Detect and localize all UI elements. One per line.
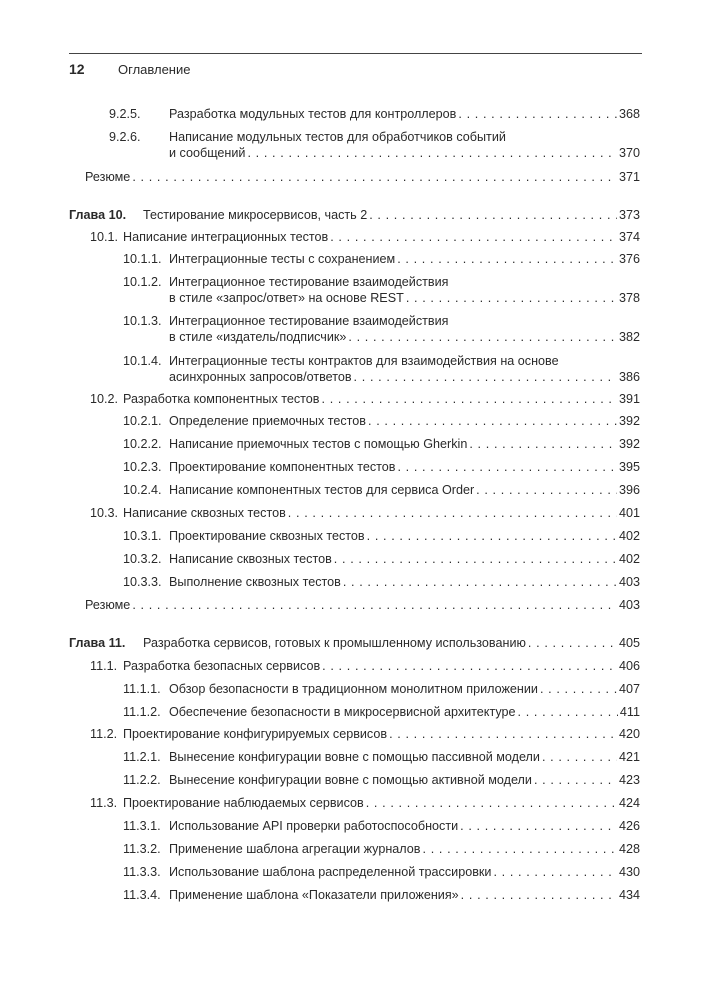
entry-number: 10.1.4. bbox=[123, 354, 162, 368]
entry-number: 9.2.6. bbox=[109, 130, 141, 144]
toc-entry bbox=[123, 818, 640, 834]
toc-entry bbox=[90, 726, 640, 742]
entry-title: Определение приемочных тестов bbox=[169, 414, 366, 428]
dot-leader bbox=[518, 704, 618, 720]
toc-entry bbox=[123, 313, 640, 345]
entry-number: 11.3.1. bbox=[123, 819, 161, 833]
dot-leader bbox=[288, 505, 617, 521]
entry-page-number: 424 bbox=[618, 796, 640, 810]
toc-entry bbox=[123, 772, 640, 788]
toc-entry bbox=[123, 887, 640, 903]
entry-number: 10.2.3. bbox=[123, 460, 162, 474]
entry-number: 10.3. bbox=[90, 506, 119, 520]
toc-entry bbox=[123, 482, 640, 498]
entry-number: 10.3.1. bbox=[123, 529, 162, 543]
entry-title-line1: Написание модульных тестов для обработчиков событий bbox=[169, 130, 506, 144]
entry-page-number: 407 bbox=[618, 682, 640, 696]
dot-leader bbox=[343, 574, 617, 590]
entry-number: 11.2. bbox=[90, 727, 118, 741]
entry-page-number: 370 bbox=[618, 146, 640, 160]
entry-page-number: 368 bbox=[618, 107, 640, 121]
entry-number: 10.3.3. bbox=[123, 575, 162, 589]
entry-page-number: 428 bbox=[618, 842, 640, 856]
entry-page-number: 430 bbox=[618, 865, 640, 879]
dot-leader bbox=[354, 369, 617, 385]
dot-leader bbox=[406, 290, 617, 306]
dot-leader bbox=[540, 681, 617, 697]
entry-title: Написание сквозных тестов bbox=[123, 506, 286, 520]
page-number: 12 bbox=[69, 61, 85, 77]
entry-page-number: 426 bbox=[618, 819, 640, 833]
entry-page-number: 423 bbox=[618, 773, 640, 787]
entry-number: 11.1.1. bbox=[123, 682, 161, 696]
dot-leader bbox=[469, 436, 617, 452]
entry-number: 11.2.2. bbox=[123, 773, 161, 787]
entry-number: 10.1. bbox=[90, 230, 119, 244]
entry-page-number: 411 bbox=[619, 705, 640, 719]
entry-title: Применение шаблона «Показатели приложения» bbox=[169, 888, 459, 902]
entry-title: Резюме bbox=[85, 598, 131, 612]
chapter-title: Разработка сервисов, готовых к промышленному использованию bbox=[143, 636, 526, 650]
entry-page-number: 405 bbox=[618, 636, 640, 650]
dot-leader bbox=[132, 597, 617, 613]
dot-leader bbox=[330, 229, 617, 245]
entry-number: 11.3. bbox=[90, 796, 118, 810]
entry-title: Использование API проверки работоспособности bbox=[169, 819, 459, 833]
toc-entry bbox=[123, 274, 640, 306]
entry-title: Использование шаблона распределенной трассировки bbox=[169, 865, 492, 879]
entry-number: 10.2.1. bbox=[123, 414, 162, 428]
entry-number: 11.3.3. bbox=[123, 865, 161, 879]
dot-leader bbox=[389, 726, 617, 742]
toc-entry bbox=[90, 658, 640, 674]
chapter-number: Глава 11. bbox=[69, 636, 126, 650]
toc-entry bbox=[109, 106, 640, 122]
entry-title: Применение шаблона агрегации журналов bbox=[169, 842, 421, 856]
entry-page-number: 386 bbox=[618, 370, 640, 384]
entry-title: Написание приемочных тестов с помощью Gherkin bbox=[169, 437, 468, 451]
dot-leader bbox=[322, 391, 617, 407]
entry-page-number: 403 bbox=[618, 598, 640, 612]
dot-leader bbox=[476, 482, 617, 498]
entry-title-line1: Интеграционные тесты контрактов для взаимодействия на основе bbox=[169, 354, 559, 368]
entry-number: 11.1.2. bbox=[123, 705, 161, 719]
entry-title: асинхронных запросов/ответов bbox=[169, 370, 352, 384]
toc-entry bbox=[123, 459, 640, 475]
toc-entry bbox=[90, 229, 640, 245]
chapter-title: Тестирование микросервисов, часть 2 bbox=[143, 208, 368, 222]
entry-page-number: 421 bbox=[618, 750, 640, 764]
toc-chapter-entry bbox=[69, 207, 640, 223]
toc-entry bbox=[90, 505, 640, 521]
dot-leader bbox=[493, 864, 617, 880]
dot-leader bbox=[366, 795, 617, 811]
entry-page-number: 434 bbox=[618, 888, 640, 902]
entry-title: Интеграционные тесты с сохранением bbox=[169, 252, 396, 266]
entry-title-line1: Интеграционное тестирование взаимодействия bbox=[169, 314, 449, 328]
toc-entry bbox=[109, 129, 640, 161]
entry-page-number: 378 bbox=[618, 291, 640, 305]
entry-page-number: 376 bbox=[618, 252, 640, 266]
entry-page-number: 374 bbox=[618, 230, 640, 244]
entry-title: Обзор безопасности в традиционном монолитном приложении bbox=[169, 682, 538, 696]
entry-page-number: 382 bbox=[618, 330, 640, 344]
entry-page-number: 373 bbox=[618, 208, 640, 222]
entry-title: Резюме bbox=[85, 170, 131, 184]
entry-page-number: 371 bbox=[618, 170, 640, 184]
entry-page-number: 392 bbox=[618, 437, 640, 451]
entry-number: 11.1. bbox=[90, 659, 118, 673]
dot-leader bbox=[542, 749, 617, 765]
entry-title: Обеспечение безопасности в микросервисной архитектуре bbox=[169, 705, 516, 719]
entry-number: 9.2.5. bbox=[109, 107, 141, 121]
toc-entry bbox=[123, 681, 640, 697]
dot-leader bbox=[397, 251, 617, 267]
toc-entry bbox=[123, 841, 640, 857]
entry-title: Проектирование сквозных тестов bbox=[169, 529, 365, 543]
entry-page-number: 406 bbox=[618, 659, 640, 673]
dot-leader bbox=[367, 528, 617, 544]
entry-title: Разработка модульных тестов для контроллеров bbox=[169, 107, 457, 121]
toc-entry bbox=[123, 353, 640, 385]
entry-page-number: 391 bbox=[618, 392, 640, 406]
entry-title: Выполнение сквозных тестов bbox=[169, 575, 341, 589]
toc-entry bbox=[123, 864, 640, 880]
entry-number: 10.2.2. bbox=[123, 437, 162, 451]
entry-title: Написание сквозных тестов bbox=[169, 552, 332, 566]
running-title: Оглавление bbox=[118, 62, 191, 77]
header-rule bbox=[69, 53, 642, 54]
entry-number: 10.2.4. bbox=[123, 483, 162, 497]
entry-page-number: 401 bbox=[618, 506, 640, 520]
entry-page-number: 402 bbox=[618, 529, 640, 543]
dot-leader bbox=[247, 145, 617, 161]
toc-entry bbox=[123, 704, 640, 720]
toc-entry bbox=[90, 391, 640, 407]
dot-leader bbox=[369, 207, 617, 223]
dot-leader bbox=[132, 169, 617, 185]
entry-title: и сообщений bbox=[169, 146, 246, 160]
toc-entry bbox=[90, 795, 640, 811]
toc-entry bbox=[123, 749, 640, 765]
entry-number: 11.3.2. bbox=[123, 842, 161, 856]
toc-entry bbox=[123, 436, 640, 452]
page-header bbox=[69, 61, 642, 81]
dot-leader bbox=[368, 413, 617, 429]
entry-number: 10.2. bbox=[90, 392, 119, 406]
entry-title: Разработка безопасных сервисов bbox=[123, 659, 321, 673]
toc-entry bbox=[123, 251, 640, 267]
entry-title: Разработка компонентных тестов bbox=[123, 392, 320, 406]
dot-leader bbox=[348, 329, 617, 345]
entry-number: 11.3.4. bbox=[123, 888, 161, 902]
dot-leader bbox=[322, 658, 617, 674]
entry-title: Написание компонентных тестов для сервиса Order bbox=[169, 483, 475, 497]
entry-title: Вынесение конфигурации вовне с помощью активной модели bbox=[169, 773, 532, 787]
entry-page-number: 395 bbox=[618, 460, 640, 474]
entry-page-number: 420 bbox=[618, 727, 640, 741]
dot-leader bbox=[334, 551, 617, 567]
entry-number: 10.3.2. bbox=[123, 552, 162, 566]
toc-entry bbox=[123, 528, 640, 544]
toc-entry bbox=[85, 597, 640, 613]
entry-title-line1: Интеграционное тестирование взаимодействия bbox=[169, 275, 449, 289]
dot-leader bbox=[460, 818, 617, 834]
dot-leader bbox=[528, 635, 617, 651]
entry-number: 11.2.1. bbox=[123, 750, 161, 764]
entry-title: в стиле «запрос/ответ» на основе REST bbox=[169, 291, 404, 305]
entry-title: Вынесение конфигурации вовне с помощью пассивной модели bbox=[169, 750, 540, 764]
dot-leader bbox=[397, 459, 617, 475]
toc-entry bbox=[123, 413, 640, 429]
entry-title: Проектирование конфигурируемых сервисов bbox=[123, 727, 388, 741]
dot-leader bbox=[423, 841, 617, 857]
toc-chapter-entry bbox=[69, 635, 640, 651]
toc-entry bbox=[123, 574, 640, 590]
dot-leader bbox=[461, 887, 617, 903]
entry-number: 10.1.2. bbox=[123, 275, 162, 289]
entry-title: в стиле «издатель/подписчик» bbox=[169, 330, 347, 344]
entry-page-number: 403 bbox=[618, 575, 640, 589]
toc-entry bbox=[123, 551, 640, 567]
entry-number: 10.1.1. bbox=[123, 252, 162, 266]
chapter-number: Глава 10. bbox=[69, 208, 127, 222]
entry-title: Проектирование наблюдаемых сервисов bbox=[123, 796, 364, 810]
entry-title: Проектирование компонентных тестов bbox=[169, 460, 396, 474]
entry-page-number: 402 bbox=[618, 552, 640, 566]
entry-number: 10.1.3. bbox=[123, 314, 162, 328]
toc-entry bbox=[85, 169, 640, 185]
entry-title: Написание интеграционных тестов bbox=[123, 230, 329, 244]
entry-page-number: 396 bbox=[618, 483, 640, 497]
entry-page-number: 392 bbox=[618, 414, 640, 428]
dot-leader bbox=[458, 106, 617, 122]
dot-leader bbox=[534, 772, 617, 788]
